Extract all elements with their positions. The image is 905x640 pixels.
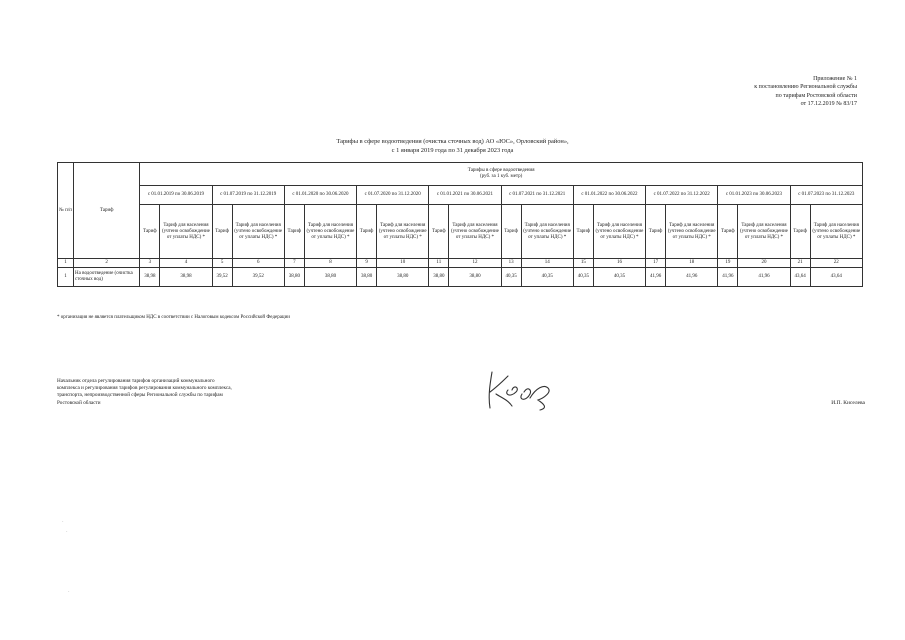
- tariff-value: 40,35: [521, 268, 573, 287]
- column-number: 20: [738, 259, 790, 268]
- column-number: 5: [212, 259, 232, 268]
- column-number: 6: [232, 259, 284, 268]
- tariff-value: 38,80: [429, 268, 449, 287]
- tariff-value: 38,80: [377, 268, 429, 287]
- column-number: 1: [58, 259, 74, 268]
- column-number: 15: [573, 259, 593, 268]
- period-header: с 01.01.2022 по 30.06.2022: [573, 186, 645, 205]
- subheader-population-tariff: Тариф для населения (учтено освобождение от уплаты НДС) *: [666, 205, 718, 259]
- signatory-position-line-1: Начальник отдела регулирования тарифов организаций коммунального: [57, 378, 215, 384]
- column-number: 8: [304, 259, 356, 268]
- subheader-population-tariff: Тариф для населения (учтено освобождение от уплаты НДС) *: [593, 205, 645, 259]
- column-number: 19: [718, 259, 738, 268]
- column-number: 10: [377, 259, 429, 268]
- appendix-line-1: Приложение № 1: [813, 76, 857, 82]
- tariff-value: 43,64: [790, 268, 810, 287]
- column-number: 22: [810, 259, 862, 268]
- tariff-value: 41,96: [718, 268, 738, 287]
- subheader-population-tariff: Тариф для населения (учтено освобождение от уплаты НДС) *: [521, 205, 573, 259]
- period-header: с 01.07.2023 по 31.12.2023: [790, 186, 862, 205]
- period-header: с 01.01.2020 по 30.06.2020: [284, 186, 356, 205]
- tariff-value: 40,35: [593, 268, 645, 287]
- period-header: с 01.07.2021 по 31.12.2021: [501, 186, 573, 205]
- subheader-tariff: Тариф: [573, 205, 593, 259]
- signatory-position-line-3: транспорта, непроизводственной сферы Региональной службы по тарифам: [57, 392, 223, 399]
- column-number: 21: [790, 259, 810, 268]
- subheader-tariff: Тариф: [284, 205, 304, 259]
- column-number: 16: [593, 259, 645, 268]
- column-number: 9: [357, 259, 377, 268]
- column-number: 3: [140, 259, 160, 268]
- appendix-line-2: к постановлению Региональной службы: [754, 84, 857, 91]
- appendix-line-3: по тарифам Ростовской области: [775, 92, 857, 99]
- tariff-value: 40,35: [501, 268, 521, 287]
- subheader-tariff: Тариф: [790, 205, 810, 259]
- subheader-tariff: Тариф: [429, 205, 449, 259]
- scan-artifact: ·: [68, 590, 70, 595]
- signatory-position-line-4: Ростовской области: [57, 399, 101, 406]
- period-header: с 01.07.2022 по 31.12.2022: [646, 186, 718, 205]
- title-line-2: с 1 января 2019 года по 31 декабря 2023 года: [391, 147, 514, 154]
- row-name: На водоотведение (очистка сточных вод): [74, 268, 140, 287]
- scan-artifact: ·: [62, 520, 64, 525]
- subheader-population-tariff: Тариф для населения (учтено освобождение от уплаты НДС) *: [304, 205, 356, 259]
- header-group-line-2: (руб. за 1 куб. метр): [479, 174, 523, 179]
- period-header: с 01.07.2019 по 31.12.2019: [212, 186, 284, 205]
- subheader-population-tariff: Тариф для населения (учтено освобождение от уплаты НДС) *: [738, 205, 790, 259]
- tariff-value: 38,98: [160, 268, 212, 287]
- tariff-value: 41,96: [738, 268, 790, 287]
- appendix-line-4: от 17.12.2019 № 83/17: [800, 101, 857, 108]
- period-header: с 01.01.2021 по 30.06.2021: [429, 186, 501, 205]
- tariff-value: 38,80: [284, 268, 304, 287]
- header-number: № п/п: [58, 163, 74, 259]
- column-number: 2: [74, 259, 140, 268]
- subheader-population-tariff: Тариф для населения (учтено освобождение от уплаты НДС) *: [810, 205, 862, 259]
- period-header: с 01.01.2023 по 30.06.2023: [718, 186, 790, 205]
- column-number: 13: [501, 259, 521, 268]
- column-number: 14: [521, 259, 573, 268]
- signatory-position: [57, 378, 287, 407]
- tariff-value: 38,98: [140, 268, 160, 287]
- subheader-tariff: Тариф: [646, 205, 666, 259]
- period-header: с 01.07.2020 по 31.12.2020: [357, 186, 429, 205]
- period-header: с 01.01.2019 по 30.06.2019: [140, 186, 212, 205]
- subheader-tariff: Тариф: [212, 205, 232, 259]
- tariff-value: 41,96: [666, 268, 718, 287]
- subheader-tariff: Тариф: [140, 205, 160, 259]
- subheader-population-tariff: Тариф для населения (учтено освобождение от уплаты НДС) *: [449, 205, 501, 259]
- tariff-value: 38,80: [304, 268, 356, 287]
- column-number: 11: [429, 259, 449, 268]
- subheader-tariff: Тариф: [718, 205, 738, 259]
- subheader-tariff: Тариф: [501, 205, 521, 259]
- tariff-value: 39,52: [212, 268, 232, 287]
- tariff-value: 38,80: [449, 268, 501, 287]
- tariff-value: 39,52: [232, 268, 284, 287]
- tariff-value: 43,64: [810, 268, 862, 287]
- tariff-value: 41,96: [646, 268, 666, 287]
- signatory-position-line-2: комплекса и регулирования тарифов регулирования коммунального комплекса,: [57, 385, 232, 392]
- tariff-table: [57, 162, 863, 287]
- header-group: [140, 163, 863, 186]
- handwritten-signature: [478, 364, 560, 414]
- footnote: * организация не является плательщиком НДС в соответствии с Налоговым кодексом Российской Федерации: [57, 315, 290, 320]
- subheader-population-tariff: Тариф для населения (учтено освобождение от уплаты НДС) *: [232, 205, 284, 259]
- tariff-value: 40,35: [573, 268, 593, 287]
- column-number: 18: [666, 259, 718, 268]
- title-line-1: Тарифы в сфере водоотведения (очистка сточных вод) АО «ЮС», Орловский район»,: [336, 138, 569, 145]
- tariff-value: 38,80: [357, 268, 377, 287]
- scan-artifact: ·: [66, 530, 68, 535]
- row-number: 1: [58, 268, 74, 287]
- subheader-population-tariff: Тариф для населения (учтено освобождение от уплаты НДС) *: [160, 205, 212, 259]
- subheader-tariff: Тариф: [357, 205, 377, 259]
- appendix-header: [667, 75, 857, 109]
- document-title: [0, 137, 905, 155]
- signatory-name: И.П. Киселева: [831, 400, 865, 406]
- column-number: 17: [646, 259, 666, 268]
- header-tariff: Тариф: [74, 163, 140, 259]
- column-number: 12: [449, 259, 501, 268]
- column-number: 4: [160, 259, 212, 268]
- column-number: 7: [284, 259, 304, 268]
- subheader-population-tariff: Тариф для населения (учтено освобождение от уплаты НДС) *: [377, 205, 429, 259]
- header-group-line-1: Тарифы в сфере водоотведения: [467, 168, 535, 173]
